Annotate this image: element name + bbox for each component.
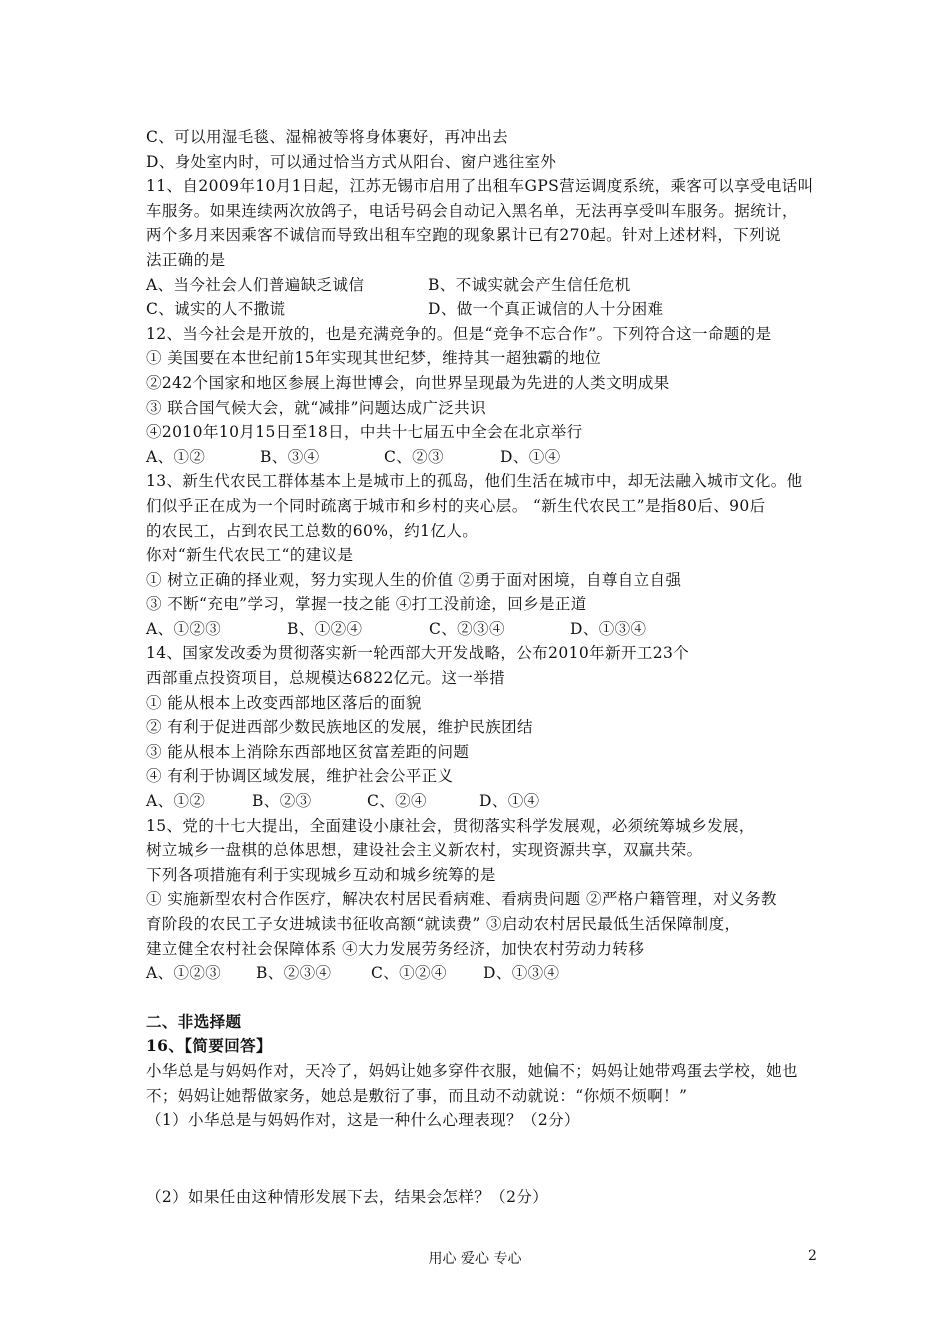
q13-item: ③ 不断“充电”学习，掌握一技之能 ④打工没前途，回乡是正道 — [146, 595, 587, 614]
q11-option-b: B、不诚实就会产生信任危机 — [428, 275, 631, 294]
q15-stem-line: 建立健全农村社会保障体系 ④大力发展劳务经济，加快农村劳动力转移 — [146, 939, 645, 958]
q11-option-a: A、当今社会人们普遍缺乏诚信 — [146, 275, 365, 294]
q12-option-a: A、①② — [146, 447, 206, 466]
q14-option-c: C、②④ — [367, 792, 427, 811]
q13-option-a: A、①②③ — [146, 619, 222, 638]
q13-stem-line: 们似乎正在成为一个同时疏离于城市和乡村的夹心层。 “新生代农民工”是指80后、90后 — [146, 496, 766, 515]
q10-option-c: C、可以用湿毛毯、湿棉被等将身体裹好，再冲出去 — [146, 128, 509, 146]
q12-item: ③ 联合国气候大会，就“减排”问题达成广泛共识 — [146, 398, 486, 417]
q15-option-d: D、①③④ — [483, 964, 560, 983]
q14-options-row — [146, 789, 816, 814]
q12-option-b: B、③④ — [260, 447, 320, 466]
q10-option-d: D、身处室内时，可以通过恰当方式从阳台、窗户逃往室外 — [146, 152, 557, 171]
q13-stem-line: 13、新生代农民工群体基本上是城市上的孤岛，他们生活在城市中，却无法融入城市文化。他 — [146, 472, 803, 491]
q12-item: ④2010年10月15日至18日，中共十七届五中全会在北京举行 — [146, 423, 583, 442]
q16-passage-line: 小华总是与妈妈作对，天冷了，妈妈让她多穿件衣服，她偏不；妈妈让她带鸡蛋去学校，她也 — [146, 1061, 798, 1080]
q14-item: ④ 有利于协调区域发展，维护社会公平正义 — [146, 767, 454, 786]
q15-stem-line: 15、党的十七大提出，全面建设小康社会，贯彻落实科学发展观，必须统筹城乡发展， — [146, 816, 755, 835]
q11-stem-line: 两个多月来因乘客不诚信而导致出租车空跑的现象累计已有270起。针对上述材料，下列说 — [146, 226, 781, 245]
q16-sub-question-2: （2）如果任由这种情形发展下去，结果会怎样？（2分） — [146, 1187, 549, 1206]
q11-stem-line: 11、自2009年10月1日起，江苏无锡市启用了出租车GPS营运调度系统，乘客可以享受电话叫 — [146, 177, 814, 196]
q14-option-a: A、①② — [146, 792, 206, 811]
q15-option-b: B、②③④ — [256, 964, 332, 983]
q14-item: ② 有利于促进西部少数民族地区的发展，维护民族团结 — [146, 718, 533, 737]
q14-stem-line: 西部重点投资项目，总规模达6822亿元。这一举措 — [146, 669, 506, 688]
q11-stem-line: 车服务。如果连续两次放鸽子，电话号码会自动记入黑名单，无法再享受叫车服务。据统计， — [146, 201, 798, 220]
q11-stem-line: 法正确的是 — [146, 250, 226, 269]
q11-options-row — [146, 297, 816, 322]
q14-item: ③ 能从根本上消除东西部地区贫富差距的问题 — [146, 742, 470, 761]
q12-item: ②242个国家和地区参展上海世博会，向世界呈现最为先进的人类文明成果 — [146, 373, 670, 392]
q13-option-b: B、①②④ — [287, 619, 363, 638]
q15-stem-line: 下列各项措施有利于实现城乡互动和城乡统筹的是 — [146, 865, 496, 884]
answer-space — [146, 1133, 816, 1185]
q15-options-row — [146, 961, 816, 986]
q13-option-d: D、①③④ — [570, 619, 647, 638]
q16-title: 16、【简要回答】 — [146, 1036, 272, 1056]
q14-item: ① 能从根本上改变西部地区落后的面貌 — [146, 693, 422, 712]
q14-option-b: B、②③ — [252, 792, 312, 811]
footer-motto: 用心 爱心 专心 — [428, 1251, 522, 1267]
q13-stem-line: 你对“新生代农民工“的建议是 — [146, 546, 354, 565]
q12-item: ① 美国要在本世纪前15年实现其世纪梦，维持其一超独霸的地位 — [146, 349, 602, 368]
q13-item: ① 树立正确的择业观，努力实现人生的价值 ②勇于面对困境，自尊自立自强 — [146, 570, 682, 589]
q12-option-c: C、②③ — [384, 447, 444, 466]
q11-option-d: D、做一个真正诚信的人十分困难 — [428, 300, 664, 319]
q12-stem: 12、当今社会是开放的，也是充满竞争的。但是“竞争不忘合作”。下列符合这一命题的是 — [146, 324, 772, 343]
q15-stem-line: 树立城乡一盘棋的总体思想，建设社会主义新农村，实现资源共享，双赢共荣。 — [146, 841, 703, 860]
q15-option-c: C、①②④ — [371, 964, 447, 983]
section-spacer — [146, 986, 816, 1010]
q15-stem-line: ① 实施新型农村合作医疗，解决农村居民看病难、看病贵问题 ②严格户籍管理，对义务教 — [146, 890, 777, 909]
q11-option-c: C、诚实的人不撒谎 — [146, 300, 286, 319]
q16-sub-question-1: （1）小华总是与妈妈作对，这是一种什么心理表现？（2分） — [146, 1111, 580, 1130]
page-number: 2 — [808, 1248, 817, 1264]
q13-stem-line: 的农民工，占到农民工总数的60%，约1亿人。 — [146, 521, 479, 540]
q13-option-c: C、②③④ — [429, 619, 505, 638]
q15-stem-line: 育阶段的农民工子女进城读书征收高额“就读费” ③启动农村居民最低生活保障制度， — [146, 915, 741, 933]
q14-stem-line: 14、国家发改委为贯彻落实新一轮西部大开发战略，公布2010年新开工23个 — [146, 644, 690, 663]
q14-option-d: D、①④ — [479, 792, 540, 811]
q16-passage-line: 不；妈妈让她帮做家务，她总是敷衍了事，而且动不动就说：“你烦不烦啊！” — [146, 1086, 688, 1105]
page-content — [146, 125, 816, 1209]
q12-option-d: D、①④ — [500, 447, 561, 466]
q13-options-row — [146, 617, 816, 642]
q11-options-row — [146, 273, 816, 298]
q15-option-a: A、①②③ — [146, 964, 222, 983]
q12-options-row — [146, 445, 816, 470]
section-title: 二、非选择题 — [146, 1011, 242, 1031]
